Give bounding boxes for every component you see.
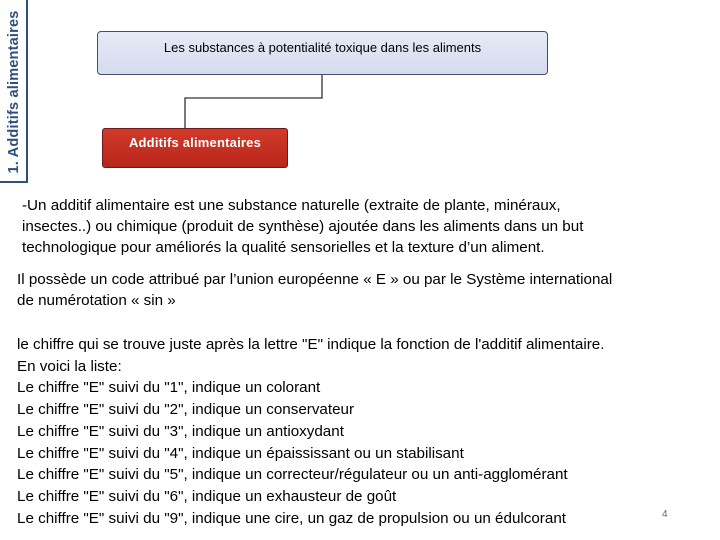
list-item: Le chiffre "E" suivi du "6", indique un exhausteur de goût: [17, 487, 397, 505]
child-category-box: [102, 128, 288, 168]
list-item: Le chiffre "E" suivi du "2", indique un conservateur: [17, 401, 355, 419]
text-line: de numérotation « sin »: [17, 292, 176, 309]
text-line: insectes..) ou chimique (produit de synthèse) ajoutée dans les aliments dans un but: [22, 218, 584, 235]
child-category-label: Additifs alimentaires: [128, 135, 262, 150]
parent-category-box: [97, 31, 548, 75]
list-item: Le chiffre "E" suivi du "5", indique un correcteur/régulateur ou un anti-agglomérant: [17, 466, 568, 484]
connector-line: [185, 75, 322, 128]
list-item: Le chiffre "E" suivi du "4", indique un épaississant ou un stabilisant: [17, 444, 464, 462]
e-number-list: [17, 334, 707, 529]
text-line: technologique pour améliorés la qualité sensorielles et la texture d’un aliment.: [22, 239, 545, 256]
list-item: Le chiffre "E" suivi du "3", indique un antioxydant: [17, 422, 344, 440]
list-intro-line: le chiffre qui se trouve juste après la lettre "E" indique la fonction de l'additif alimentaire.: [17, 336, 605, 353]
list-item: Le chiffre "E" suivi du "9", indique une cire, un gaz de propulsion ou un édulcorant: [17, 509, 566, 527]
definition-paragraph: [22, 195, 682, 258]
section-sidebar: [0, 0, 28, 183]
parent-category-label: Les substances à potentialité toxique dans les aliments: [163, 40, 482, 55]
list-item: Le chiffre "E" suivi du "1", indique un colorant: [17, 379, 321, 397]
section-title: 1. Additifs alimentaires: [6, 10, 22, 174]
page-number: 4: [662, 509, 668, 520]
text-line: -Un additif alimentaire est une substance naturelle (extraite de plante, minéraux,: [22, 197, 561, 214]
code-paragraph: [17, 269, 697, 311]
text-line: Il possède un code attribué par l’union européenne « E » ou par le Système international: [17, 271, 613, 288]
list-intro-line: En voici la liste:: [17, 357, 122, 375]
